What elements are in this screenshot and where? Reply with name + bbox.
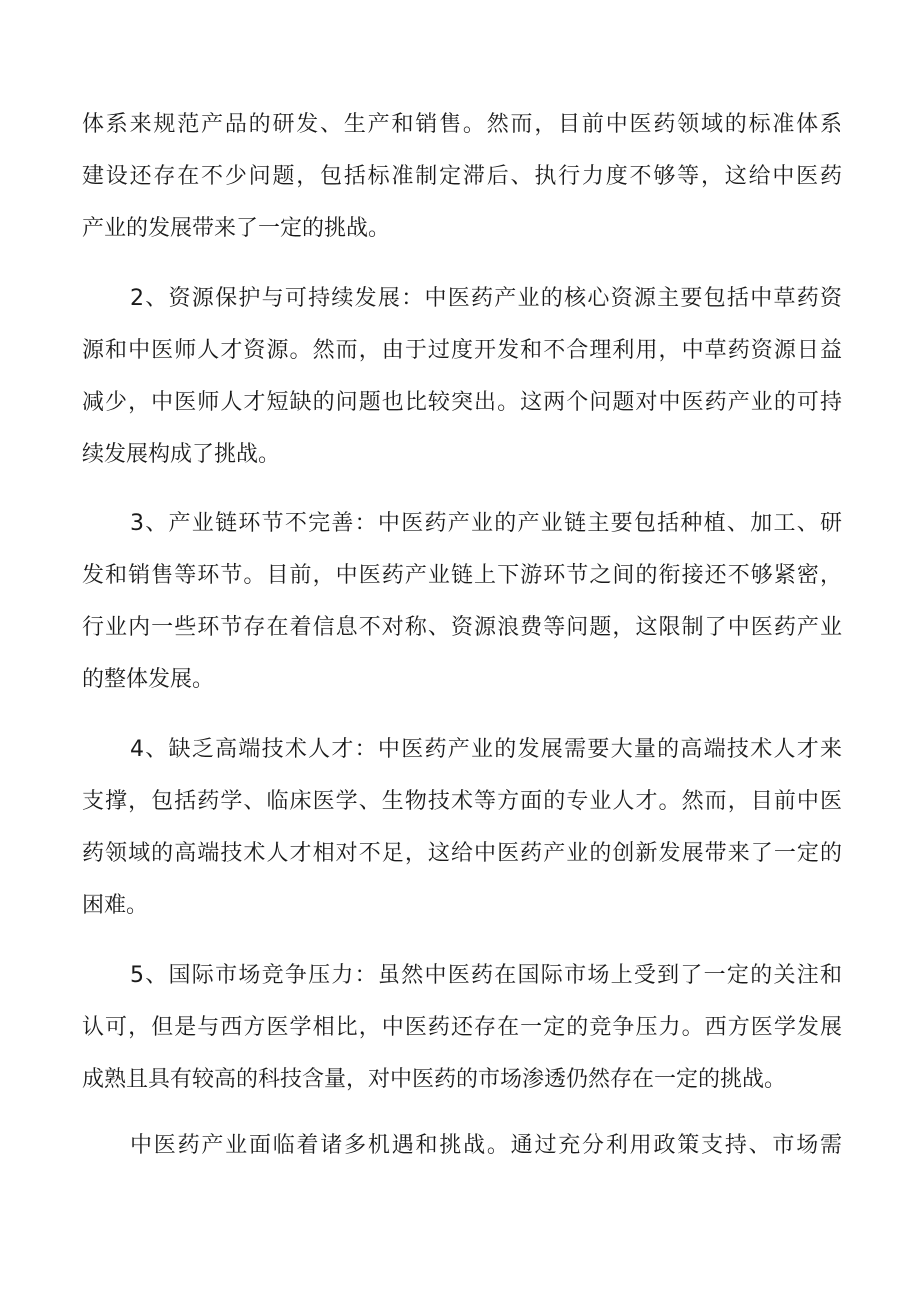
paragraph-line: 3、产业链环节不完善：中医药产业的产业链主要包括种植、加工、研: [130, 511, 842, 536]
paragraph-line: 5、国际市场竞争压力：虽然中医药在国际市场上受到了一定的关注和: [130, 963, 842, 988]
paragraph-line: 产业的发展带来了一定的挑战。: [82, 216, 391, 241]
paragraph-line: 成熟且具有较高的科技含量，对中医药的市场渗透仍然存在一定的挑战。: [82, 1067, 787, 1092]
paragraph-line: 药领域的高端技术人才相对不足，这给中医药产业的创新发展带来了一定的: [82, 841, 842, 866]
paragraph-line: 减少，中医师人才短缺的问题也比较突出。这两个问题对中医药产业的可持: [82, 390, 842, 415]
paragraph-line: 4、缺乏高端技术人才：中医药产业的发展需要大量的高端技术人才来: [130, 737, 842, 762]
paragraph-line: 困难。: [82, 893, 149, 918]
paragraph-line: 2、资源保护与可持续发展：中医药产业的核心资源主要包括中草药资: [130, 286, 842, 311]
paragraph-line: 中医药产业面临着诸多机遇和挑战。通过充分利用政策支持、市场需: [130, 1133, 842, 1158]
paragraph-line: 的整体发展。: [82, 667, 215, 692]
paragraph-line: 发和销售等环节。目前，中医药产业链上下游环节之间的衔接还不够紧密，: [82, 563, 842, 588]
paragraph-line: 认可，但是与西方医学相比，中医药还存在一定的竞争压力。西方医学发展: [82, 1015, 842, 1040]
paragraph-line: 支撑，包括药学、临床医学、生物技术等方面的专业人才。然而，目前中医: [82, 789, 842, 814]
paragraph-line: 源和中医师人才资源。然而，由于过度开发和不合理利用，中草药资源日益: [82, 338, 842, 363]
paragraph-line: 行业内一些环节存在着信息不对称、资源浪费等问题，这限制了中医药产业: [82, 615, 842, 640]
paragraph-line: 体系来规范产品的研发、生产和销售。然而，目前中医药领域的标准体系: [82, 112, 842, 137]
paragraph-line: 续发展构成了挑战。: [82, 442, 281, 467]
paragraph-line: 建设还存在不少问题，包括标准制定滞后、执行力度不够等，这给中医药: [82, 164, 842, 189]
